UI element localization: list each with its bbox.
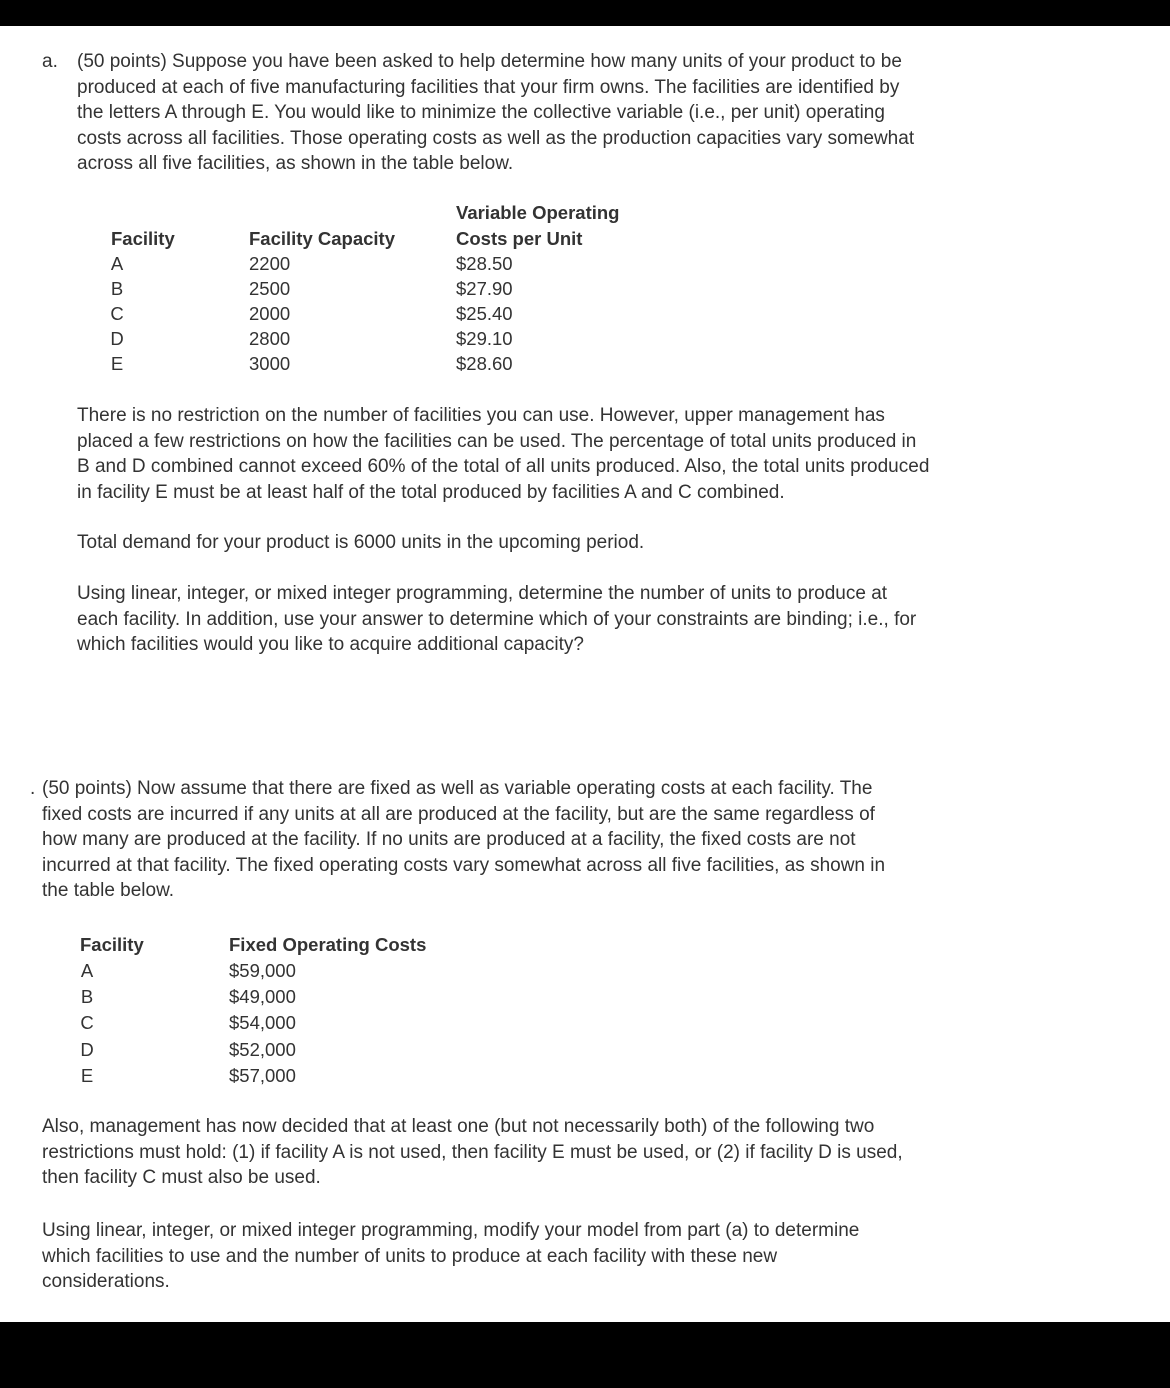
table-cell: D [110, 328, 124, 349]
text-line: produced at each of five manufacturing facilities that your firm owns. The facilities are identified by [77, 76, 900, 98]
text-line: B and D combined cannot exceed 60% of the total of all units produced. Also, the total units produced [77, 456, 930, 477]
text-line: Using linear, integer, or mixed integer programming, determine the number of units to produce at [77, 583, 888, 604]
text-line: Using linear, integer, or mixed integer programming, modify your model from part (a) to determine [42, 1220, 860, 1241]
table-cell: C [110, 303, 124, 324]
table-cell: $59,000 [229, 960, 296, 981]
bottom-black-band [0, 1322, 1170, 1388]
part-b-marker: . [30, 778, 36, 799]
part-b-intro [42, 776, 1062, 904]
text-line: (50 points) Suppose you have been asked to help determine how many units of your product to be [77, 51, 902, 72]
part-a-marker: a. [42, 51, 58, 72]
text-line: fixed costs are incurred if any units at all are produced at the facility, but are the same regardless of [42, 803, 875, 825]
part-a-question [77, 581, 1022, 658]
table-cell: B [80, 986, 94, 1008]
part-a-restrictions [77, 403, 1022, 505]
table-cell: $52,000 [229, 1038, 296, 1060]
text-line: the table below. [42, 880, 175, 901]
table-cell: C [80, 1012, 94, 1034]
table-header-cost-line1: Variable Operating [456, 202, 620, 223]
text-line: costs across all facilities. Those operating costs as well as the production capacities vary somewhat [77, 127, 915, 149]
table-cell: A [80, 960, 94, 981]
table-cell: 2200 [249, 253, 291, 274]
table-cell: A [110, 253, 124, 274]
table-cell: $25.40 [456, 303, 513, 324]
table-header-facility: Facility [80, 934, 144, 955]
table-cell: $28.60 [456, 353, 513, 374]
table-cell: $29.10 [456, 328, 513, 349]
text-line: each facility. In addition, use your answer to determine which of your constraints are binding; i.e., for [77, 608, 917, 630]
table-header-facility: Facility [111, 228, 175, 249]
text-line: considerations. [42, 1271, 170, 1292]
fixed-cost-column [229, 958, 296, 1089]
text-line: Also, management has now decided that at least one (but not necessarily both) of the following two [42, 1116, 875, 1137]
table-cell: D [80, 1038, 94, 1060]
table-cell: $27.90 [456, 278, 513, 299]
table-cell: E [80, 1064, 94, 1086]
table-header-cost-line2: Costs per Unit [456, 228, 583, 249]
top-black-band [0, 0, 1170, 26]
facility-column [107, 251, 127, 376]
part-b-question [42, 1218, 1062, 1295]
text-line: restrictions must hold: (1) if facility A is not used, then facility E must be used, or (2) if facility D is used, [42, 1141, 903, 1163]
table-header-fixed-cost: Fixed Operating Costs [229, 934, 427, 955]
text-line: across all five facilities, as shown in the table below. [77, 153, 514, 174]
table-cell: $57,000 [229, 1064, 296, 1086]
text-line: which facilities would you like to acquire additional capacity? [77, 634, 584, 655]
part-a-intro [77, 49, 1022, 177]
table-cell: 2000 [249, 303, 291, 324]
table-cell: 2500 [249, 278, 291, 299]
table-cell: E [110, 353, 124, 374]
text-line: then facility C must also be used. [42, 1167, 321, 1188]
text-line: which facilities to use and the number of units to produce at each facility with these new [42, 1245, 778, 1267]
table-cell: 2800 [249, 328, 291, 349]
text-line: how many are produced at the facility. If no units are produced at a facility, the fixed costs are not [42, 829, 856, 850]
table-cell: $54,000 [229, 1012, 296, 1034]
text-line: the letters A through E. You would like to minimize the collective variable (i.e., per unit) operating [77, 102, 885, 123]
table-cell: $28.50 [456, 253, 513, 274]
table-header-capacity: Facility Capacity [249, 228, 396, 249]
table-cell: $49,000 [229, 986, 296, 1008]
text-line: placed a few restrictions on how the facilities can be used. The percentage of total units produced in [77, 430, 917, 452]
table-cell: B [110, 278, 124, 299]
text-line: Total demand for your product is 6000 units in the upcoming period. [77, 532, 645, 553]
text-line: (50 points) Now assume that there are fixed as well as variable operating costs at each facility. The [42, 778, 873, 799]
facility-column [77, 958, 97, 1089]
text-line: in facility E must be at least half of the total produced by facilities A and C combined. [77, 481, 785, 503]
cost-column [456, 251, 513, 376]
text-line: incurred at that facility. The fixed operating costs vary somewhat across all five facilities, as shown in [42, 854, 886, 876]
text-line: There is no restriction on the number of facilities you can use. However, upper management has [77, 405, 885, 426]
table-cell: 3000 [249, 353, 291, 374]
part-b-also [42, 1114, 1062, 1191]
part-a-demand [77, 530, 1022, 556]
capacity-column [249, 251, 290, 376]
